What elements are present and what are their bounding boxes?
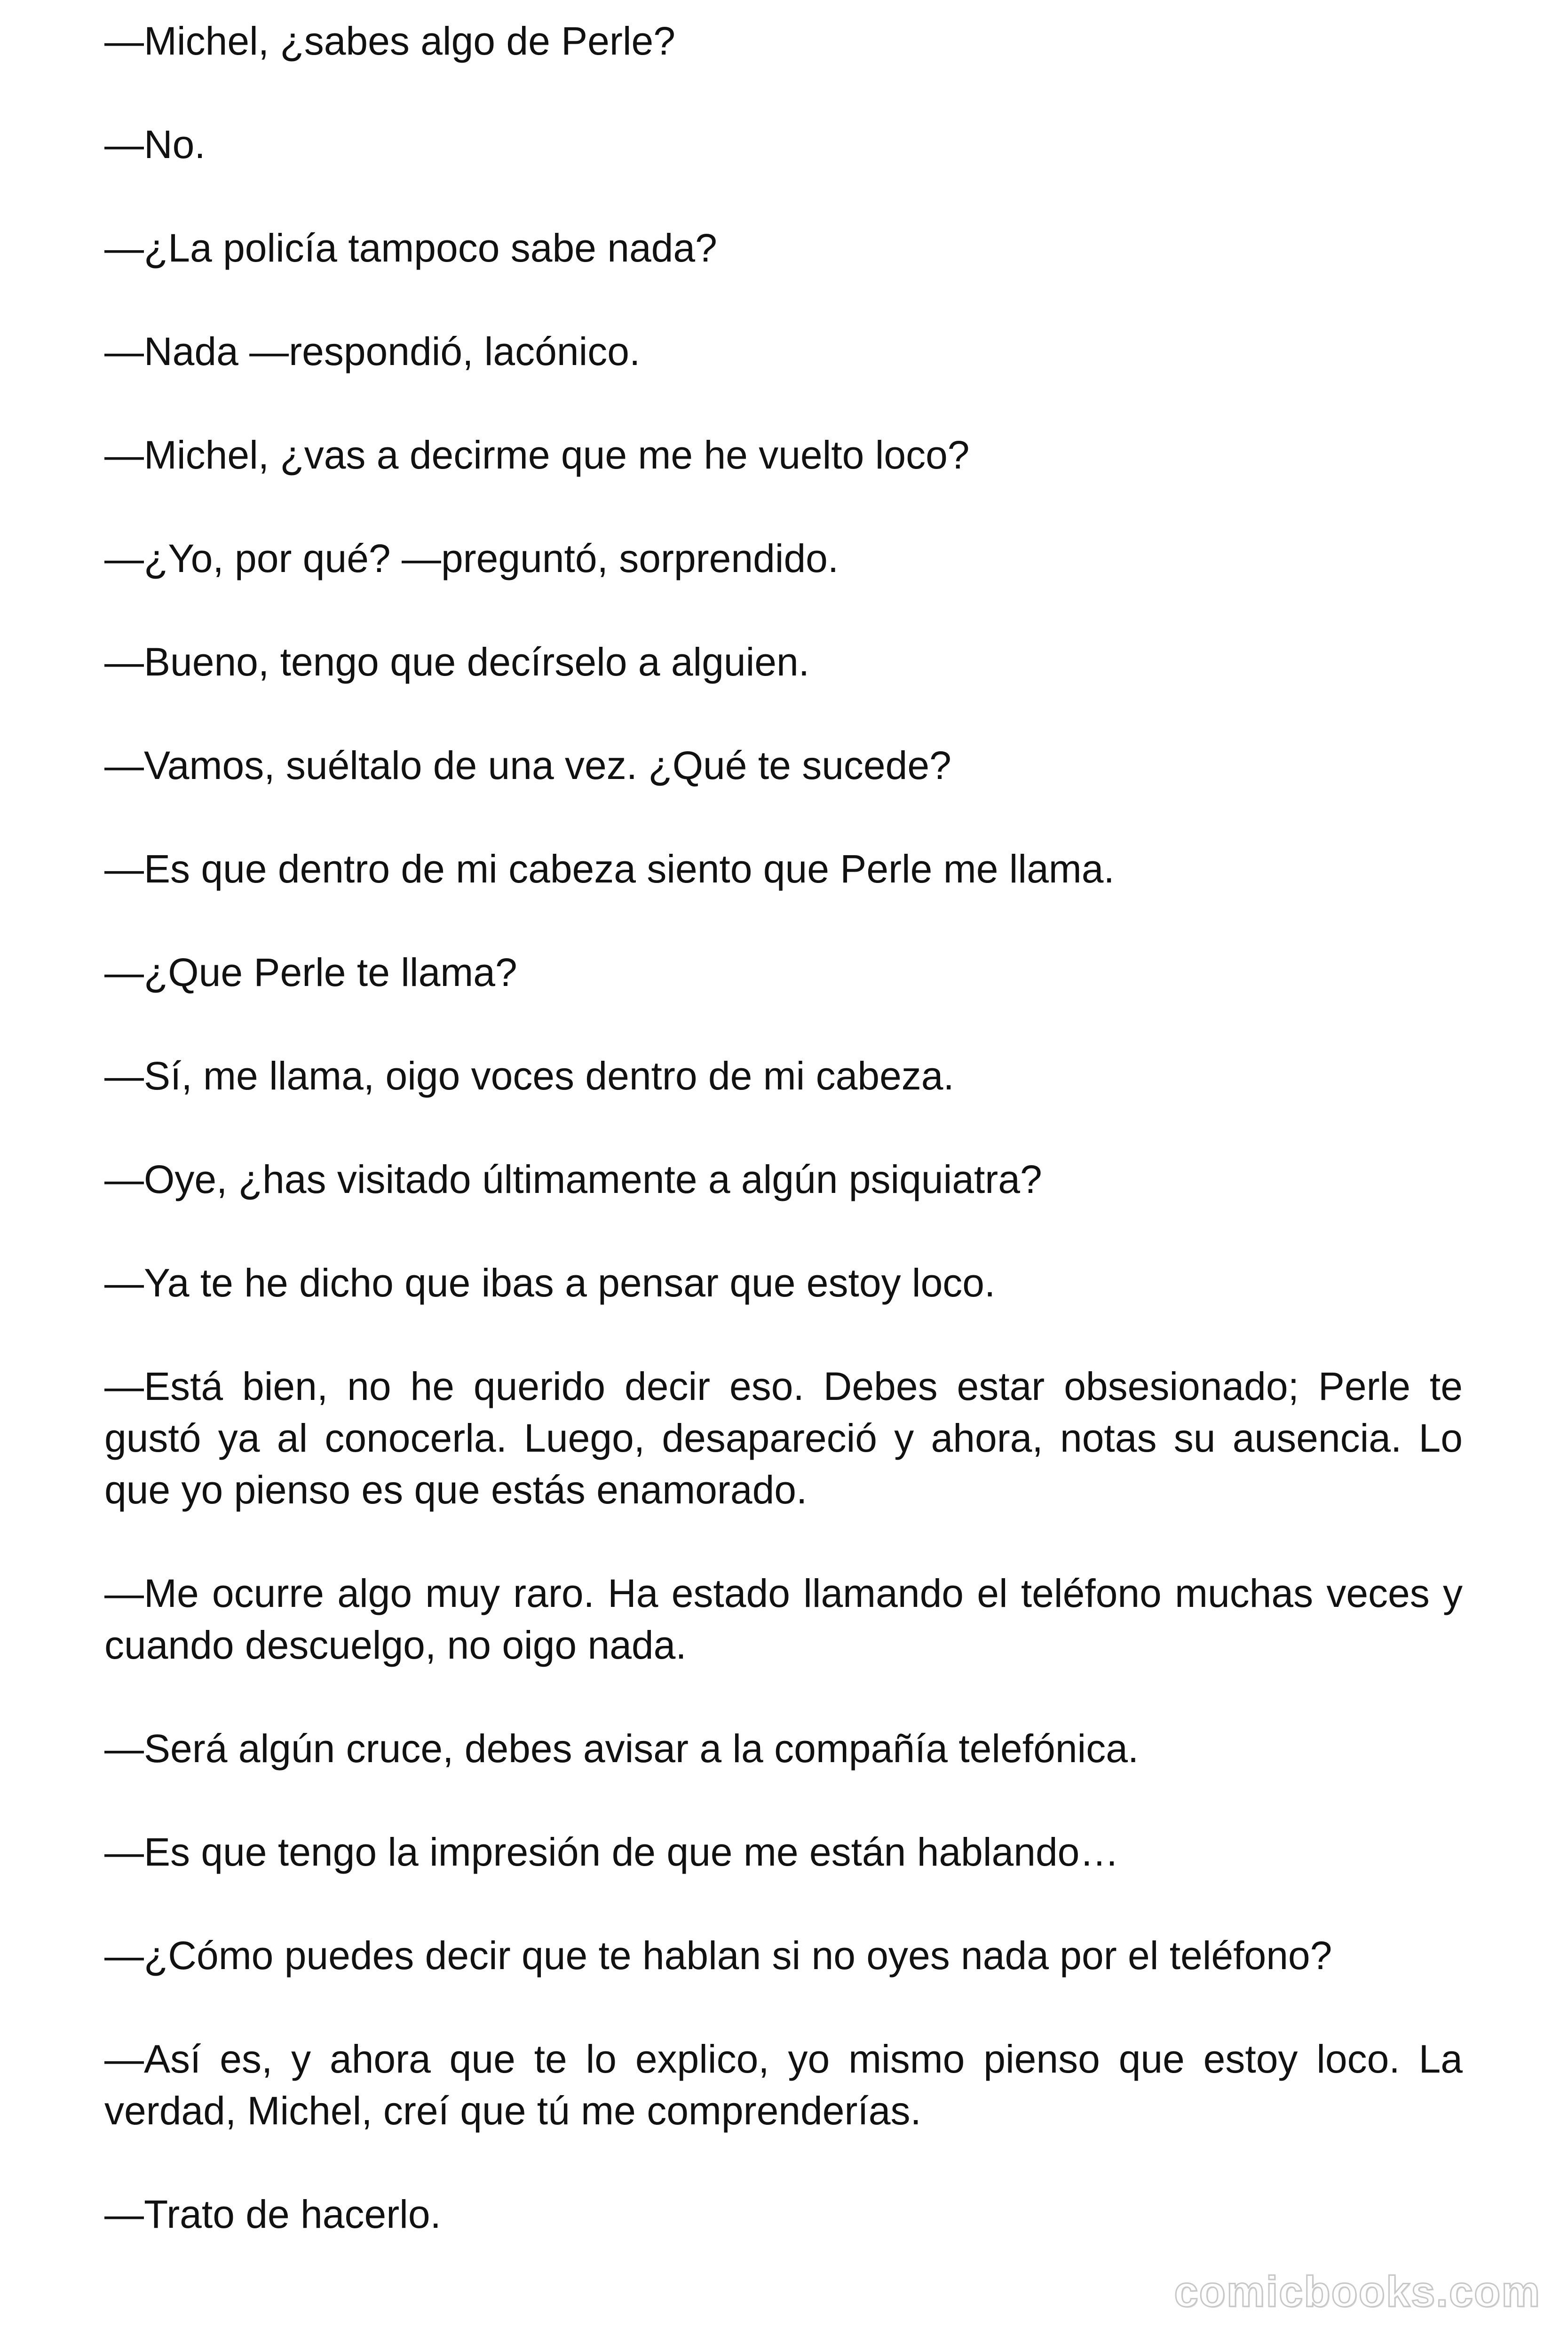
paragraph-16: —Será algún cruce, debes avisar a la compañía telefónica. (104, 1726, 1139, 1771)
paragraph-6: —¿Yo, por qué? —preguntó, sorprendido. (104, 536, 839, 580)
paragraph-5: —Michel, ¿vas a decirme que me he vuelto loco? (104, 433, 970, 477)
paragraph-11: —Sí, me llama, oigo voces dentro de mi cabeza. (104, 1054, 954, 1098)
paragraph-10: —¿Que Perle te llama? (104, 950, 517, 994)
paragraph-13: —Ya te he dicho que ibas a pensar que estoy loco. (104, 1261, 996, 1305)
paragraph-7: —Bueno, tengo que decírselo a alguien. (104, 640, 810, 684)
paragraph-2: —No. (104, 122, 206, 167)
paragraph-3: —¿La policía tampoco sabe nada? (104, 226, 717, 270)
paragraph-8: —Vamos, suéltalo de una vez. ¿Qué te sucede? (104, 743, 951, 787)
paragraph-17: —Es que tengo la impresión de que me están hablando… (104, 1830, 1119, 1874)
paragraph-12: —Oye, ¿has visitado últimamente a algún psiquiatra? (104, 1157, 1042, 1201)
watermark: comicbooks.com (1174, 2268, 1541, 2316)
paragraph-18: —¿Cómo puedes decir que te hablan si no oyes nada por el teléfono? (104, 1933, 1332, 1978)
paragraph-15: —Me ocurre algo muy raro. Ha estado llamando el teléfono muchas veces y cuando descuelgo, no oigo nada. (104, 1571, 1463, 1667)
paragraph-19: —Así es, y ahora que te lo explico, yo mismo pienso que estoy loco. La verdad, Michel, creí que tú me comprenderías. (104, 2037, 1463, 2133)
paragraph-1: —Michel, ¿sabes algo de Perle? (104, 19, 675, 63)
paragraph-14: —Está bien, no he querido decir eso. Debes estar obsesionado; Perle te gustó ya al conocerla. Luego, desapareció y ahora, notas su ausencia. Lo que yo pienso es que estás enamorado. (104, 1364, 1463, 1512)
paragraph-9: —Es que dentro de mi cabeza siento que Perle me llama. (104, 847, 1115, 891)
paragraph-4: —Nada —respondió, lacónico. (104, 329, 641, 373)
paragraph-20: —Trato de hacerlo. (104, 2192, 441, 2236)
